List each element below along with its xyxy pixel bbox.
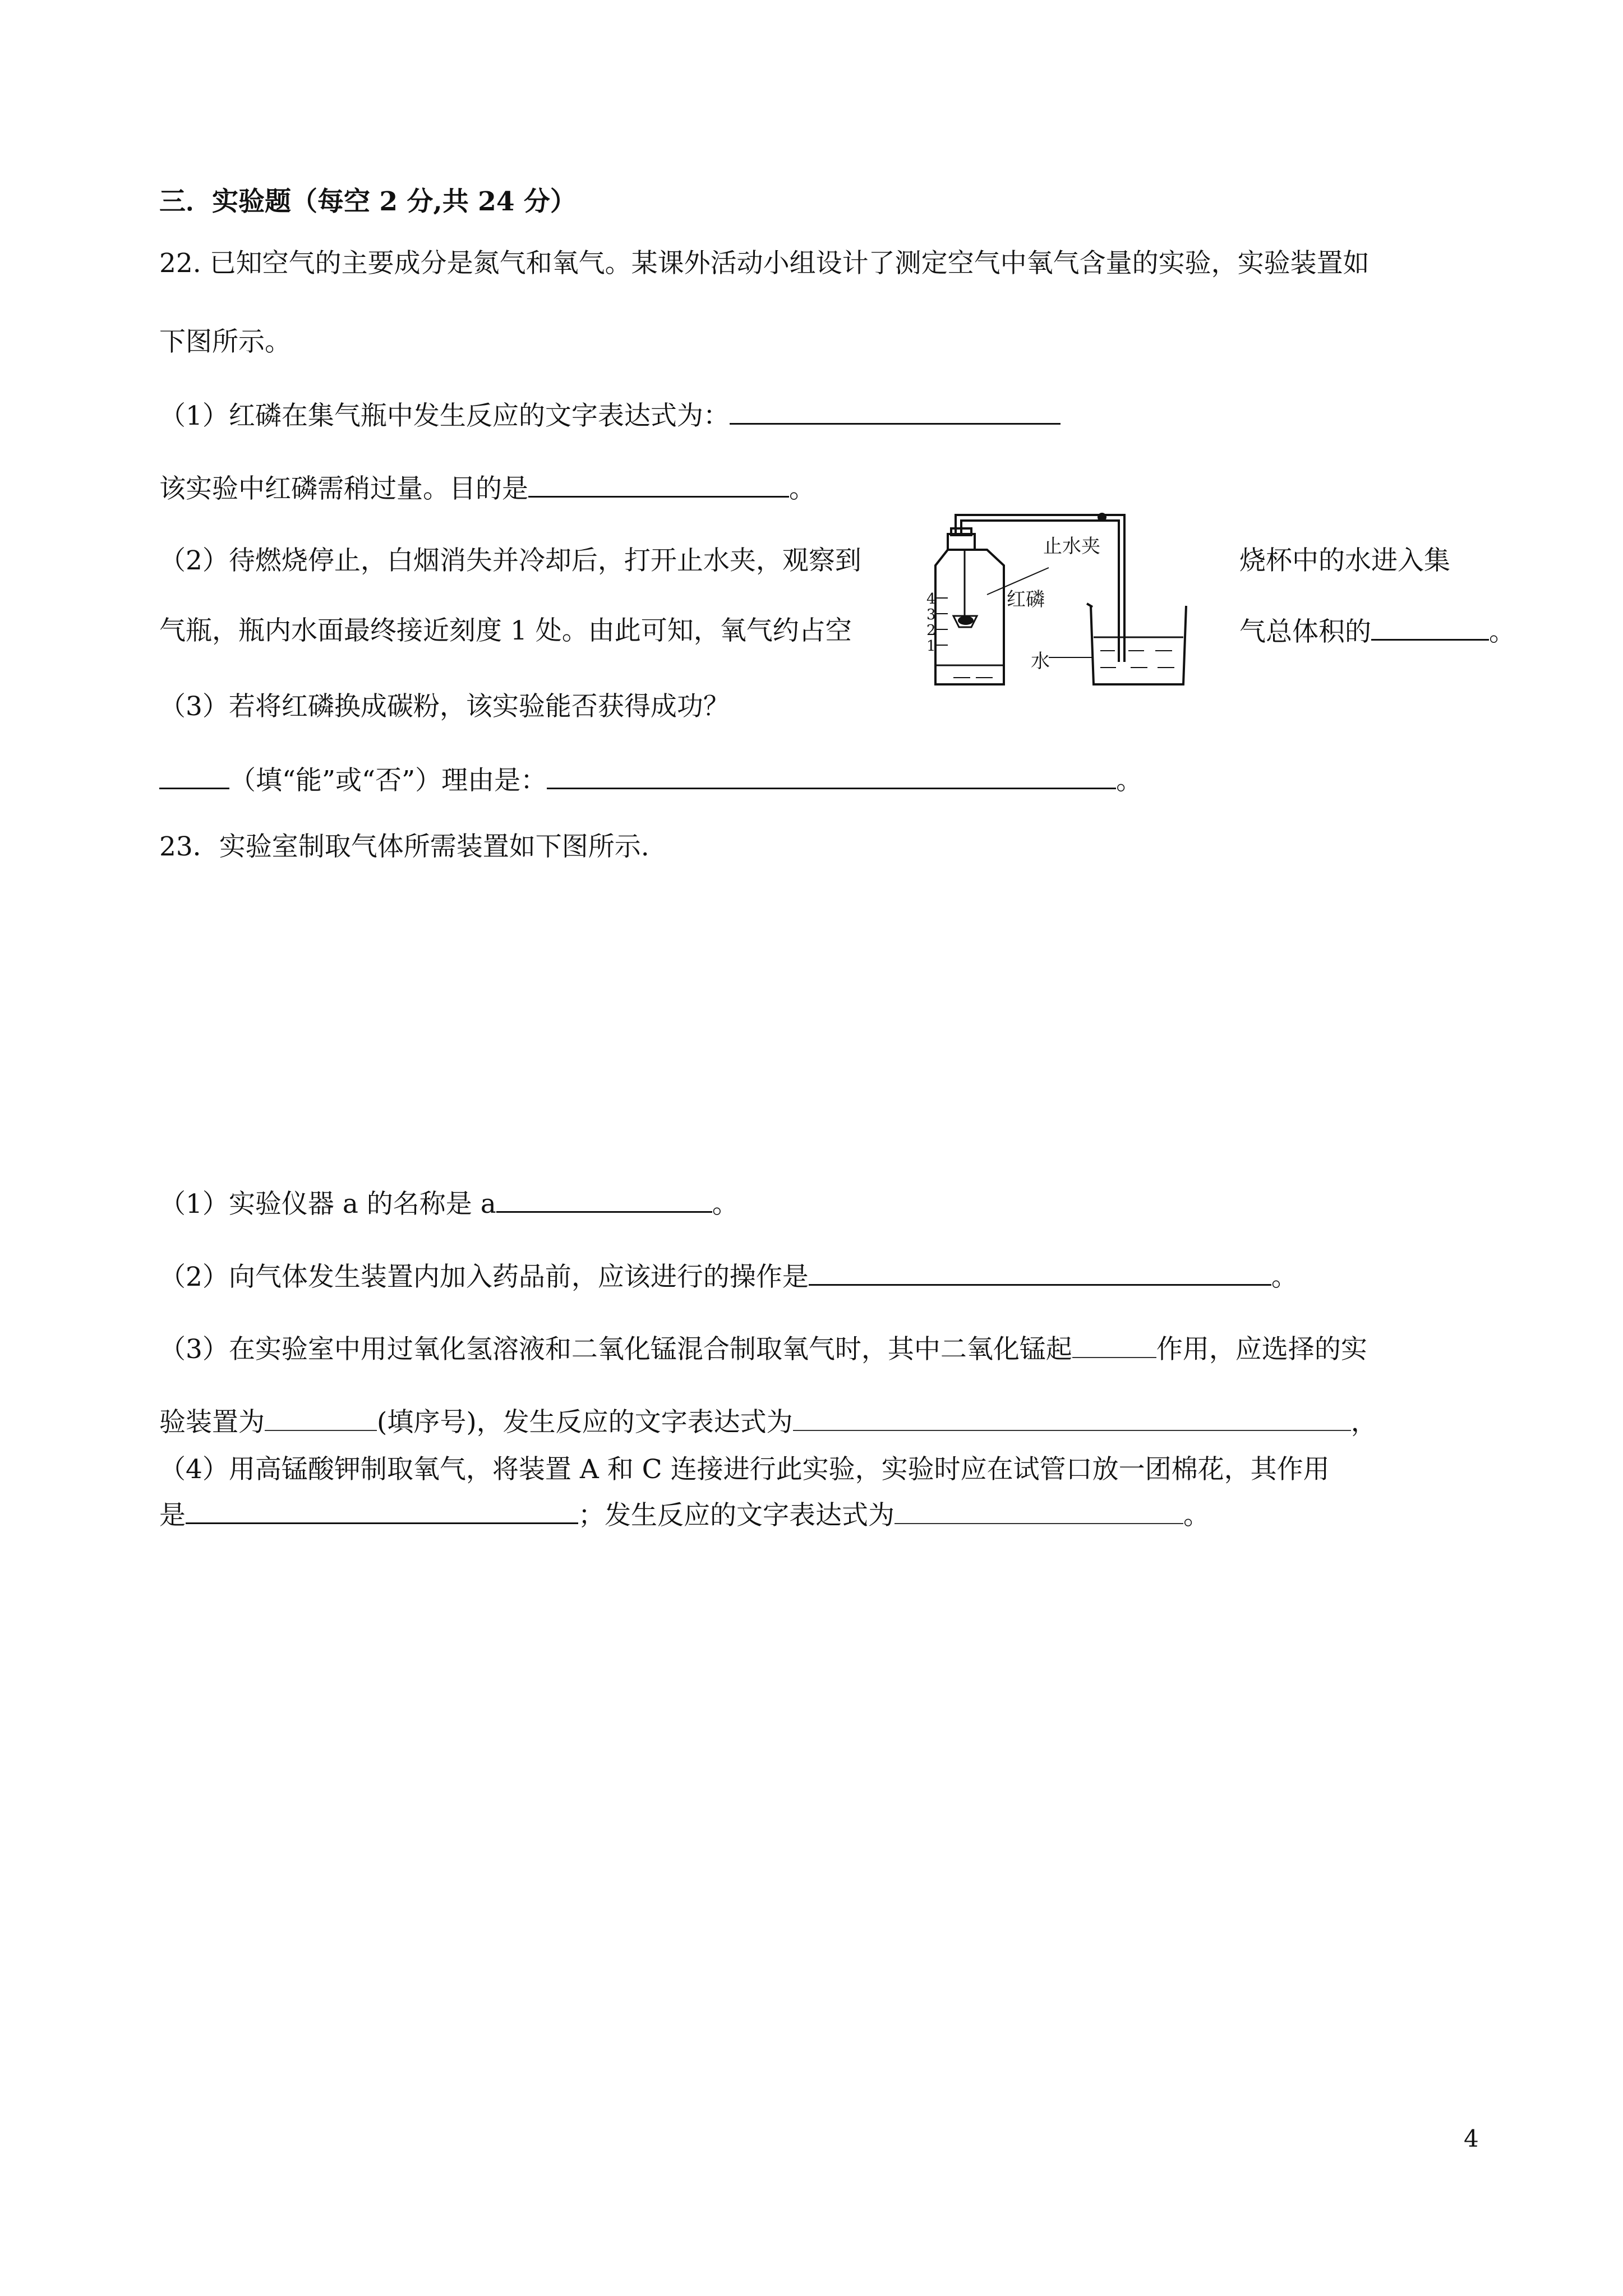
q23-part3-text2: 作用，应选择的实 xyxy=(1156,1334,1367,1365)
q23-part3-text1: （3）在实验室中用过氧化氢溶液和二氧化锰混合制取氧气时，其中二氧化锰起 xyxy=(159,1334,1072,1365)
label-red-phosphorus: 红磷 xyxy=(1007,589,1045,610)
q22-part3b-text: （填“能”或“否”）理由是： xyxy=(229,765,547,796)
answer-blank[interactable] xyxy=(528,471,789,498)
answer-blank[interactable] xyxy=(809,1259,1271,1286)
q22-part2-end: 。 xyxy=(1489,616,1515,647)
q23-part4-line2 xyxy=(159,1498,1210,1533)
q22-intro-line2: 下图所示。 xyxy=(159,326,291,357)
q23-part2 xyxy=(159,1259,1298,1294)
oxygen-measurement-apparatus xyxy=(926,499,1234,707)
page-number: 4 xyxy=(1464,2125,1479,2152)
scale-3: 3 xyxy=(926,606,936,623)
scale-2: 2 xyxy=(926,622,936,639)
label-water: 水 xyxy=(1031,651,1050,672)
answer-blank[interactable] xyxy=(186,1498,578,1524)
q22-part3: （3）若将红磷换成碳粉，该实验能否获得成功？ xyxy=(159,691,730,722)
q23-part4-line1: （4）用高锰酸钾制取氧气，将装置 A 和 C 连接进行此实验，实验时应在试管口放一团棉花，其作用 xyxy=(159,1454,1330,1485)
q23-part1 xyxy=(159,1186,739,1221)
q23-part2-text: （2）向气体发生装置内加入药品前，应该进行的操作是 xyxy=(159,1262,809,1292)
q23-part1-text: （1）实验仪器 a 的名称是 a xyxy=(159,1189,496,1220)
q22-part3b xyxy=(159,763,1142,798)
q22-part2-line2-text: 气总体积的 xyxy=(1239,616,1371,647)
answer-blank[interactable] xyxy=(793,1405,1351,1431)
q23-part3-text4: (填序号)，发生反应的文字表达式为 xyxy=(377,1407,793,1438)
scale-4: 4 xyxy=(926,591,936,608)
apparatus-figure xyxy=(926,499,1234,707)
q22-part2-line1-left: （2）待燃烧停止，白烟消失并冷却后，打开止水夹，观察到 xyxy=(159,545,861,576)
q22-part1-text: （1）红磷在集气瓶中发生反应的文字表达式为： xyxy=(159,401,730,431)
answer-blank[interactable] xyxy=(730,398,1061,425)
q23-part4-end: 。 xyxy=(1183,1500,1210,1531)
q23-part3-line2 xyxy=(159,1405,1377,1439)
q23-intro: 23．实验室制取气体所需装置如下图所示. xyxy=(159,831,649,862)
q22-part1b-end: 。 xyxy=(789,473,815,504)
answer-blank[interactable] xyxy=(1072,1332,1156,1358)
q22-part3b-end: 。 xyxy=(1116,765,1143,796)
q23-part3-end: ， xyxy=(1350,1407,1377,1438)
q22-part1 xyxy=(159,398,1061,433)
answer-blank[interactable] xyxy=(547,763,1116,789)
q23-part4-text1: 是 xyxy=(159,1500,186,1531)
scale-1: 1 xyxy=(926,638,936,655)
answer-blank[interactable] xyxy=(496,1186,712,1213)
label-stop-clamp: 止水夹 xyxy=(1043,536,1100,557)
answer-blank[interactable] xyxy=(159,763,229,789)
q22-part2-line1-right: 烧杯中的水进入集 xyxy=(1239,545,1450,576)
q23-part1-end: 。 xyxy=(712,1189,739,1220)
q22-part1b xyxy=(159,471,815,506)
q23-part3-text3: 验装置为 xyxy=(159,1407,265,1438)
answer-blank[interactable] xyxy=(895,1498,1183,1524)
q22-part2-line2-right xyxy=(1239,614,1515,649)
q22-part2-line2-left: 气瓶，瓶内水面最终接近刻度 1 处。由此可知，氧气约占空 xyxy=(159,615,852,646)
q22-part1b-text: 该实验中红磷需稍过量。目的是 xyxy=(159,473,528,504)
q23-part2-end: 。 xyxy=(1271,1262,1298,1292)
q22-intro-line1: 22. 已知空气的主要成分是氮气和氧气。某课外活动小组设计了测定空气中氧气含量的实验，实验装置如 xyxy=(159,248,1370,279)
q23-part3-line1 xyxy=(159,1332,1367,1366)
q23-part4-text2: ；发生反应的文字表达式为 xyxy=(578,1500,895,1531)
answer-blank[interactable] xyxy=(265,1405,377,1431)
answer-blank[interactable] xyxy=(1371,614,1489,641)
section-heading: 三．实验题（每空 2 分,共 24 分） xyxy=(159,186,577,217)
